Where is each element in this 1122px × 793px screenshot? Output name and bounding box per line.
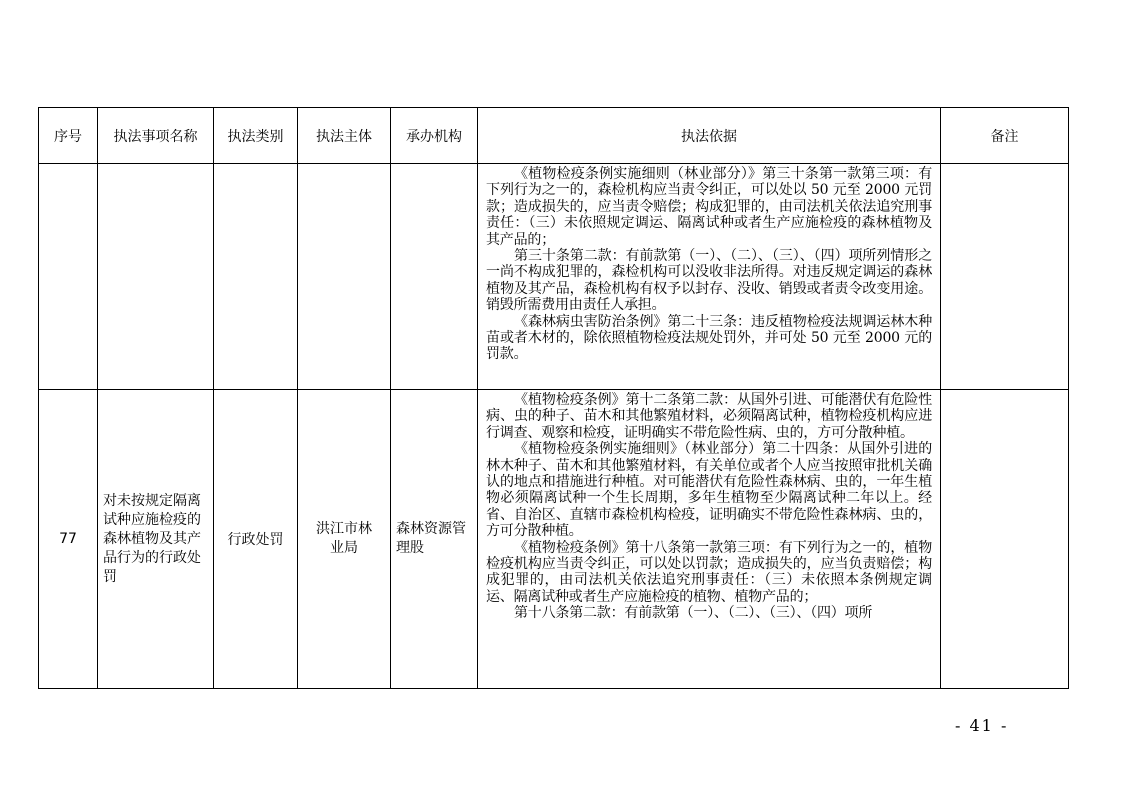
cell-agency: 森林资源管理股 xyxy=(391,390,478,689)
cell-remarks xyxy=(941,390,1069,689)
header-subject: 执法主体 xyxy=(298,108,391,164)
cell-remarks xyxy=(941,164,1069,390)
cell-item-name: 对未按规定隔离试种应施检疫的森林植物及其产品行为的行政处罚 xyxy=(98,390,214,689)
header-agency: 承办机构 xyxy=(391,108,478,164)
page-number: - 41 - xyxy=(955,716,1009,735)
cell-category: 行政处罚 xyxy=(214,390,298,689)
cell-subject xyxy=(298,164,391,390)
basis-paragraph: 第十八条第二款：有前款第（一）、（二）、（三）、（四）项所 xyxy=(514,605,873,622)
table-row xyxy=(39,164,1069,390)
header-remarks: 备注 xyxy=(941,108,1069,164)
cell-seq xyxy=(39,164,98,390)
cell-item-name xyxy=(98,164,214,390)
basis-paragraph: 《植物检疫条例实施细则》（林业部分）第二十四条：从国外引进的林木种子、苗木和其他繁殖材料，有关单位或者个人应当按照审批机关确认的地点和措施进行种植。对可能潜伏有危险性森林病、虫的，一年生植物必须隔离试种一个生长周期，多年生植物至少隔离试种二年以上。经省、自治区、直辖市森检机构检疫，证明确实不带危险性森林病、虫的，方可分散种植。 xyxy=(486,441,932,540)
table-row xyxy=(39,390,1069,689)
basis-paragraph: 《植物检疫条例》第十二条第二款：从国外引进、可能潜伏有危险性病、虫的种子、苗木和其他繁殖材料，必须隔离试种，植物检疫机构应进行调查、观察和检疫，证明确实不带危险性病、虫的，方可分散种植。 xyxy=(486,392,932,441)
basis-paragraph: 《森林病虫害防治条例》第二十三条：违反植物检疫法规调运林木种苗或者木材的，除依照植物检疫法规处罚外，并可处 50 元至 2000 元的罚款。 xyxy=(486,313,932,363)
table-header-row xyxy=(39,108,1069,164)
cell-agency xyxy=(391,164,478,390)
header-item-name: 执法事项名称 xyxy=(98,108,214,164)
header-basis: 执法依据 xyxy=(478,108,941,164)
header-category: 执法类别 xyxy=(214,108,298,164)
cell-seq: 77 xyxy=(39,390,98,689)
basis-paragraph: 第三十条第二款：有前款第（一）、（二）、（三）、（四）项所列情形之一尚不构成犯罪的，森检机构可以没收非法所得。对违反规定调运的森林植物及其产品，森检机构有权予以封存、没收、销毁或者责令改变用途。销毁所需费用由责任人承担。 xyxy=(486,248,932,314)
basis-paragraph: 《植物检疫条例实施细则（林业部分）》第三十条第一款第三项：有下列行为之一的，森检机构应当责令纠正，可以处以 50 元至 2000 元罚款；造成损失的，应当责令赔偿；构成犯罪的，由司法机关依法追究刑事责任：（三）未依照规定调运、隔离试种或者生产应施检疫的森林植物及其产品的； xyxy=(486,166,932,248)
cell-category xyxy=(214,164,298,390)
cell-basis xyxy=(478,164,941,390)
basis-paragraph: 《植物检疫条例》第十八条第一款第三项：有下列行为之一的，植物检疫机构应当责令纠正，可以处以罚款；造成损失的，应当负责赔偿；构成犯罪的，由司法机关依法追究刑事责任：（三）未依照本条例规定调运、隔离试种或者生产应施检疫的植物、植物产品的； xyxy=(486,539,932,605)
cell-basis xyxy=(478,390,941,689)
cell-subject: 洪江市林业局 xyxy=(298,390,391,689)
law-enforcement-table xyxy=(38,107,1069,689)
header-seq: 序号 xyxy=(39,108,98,164)
